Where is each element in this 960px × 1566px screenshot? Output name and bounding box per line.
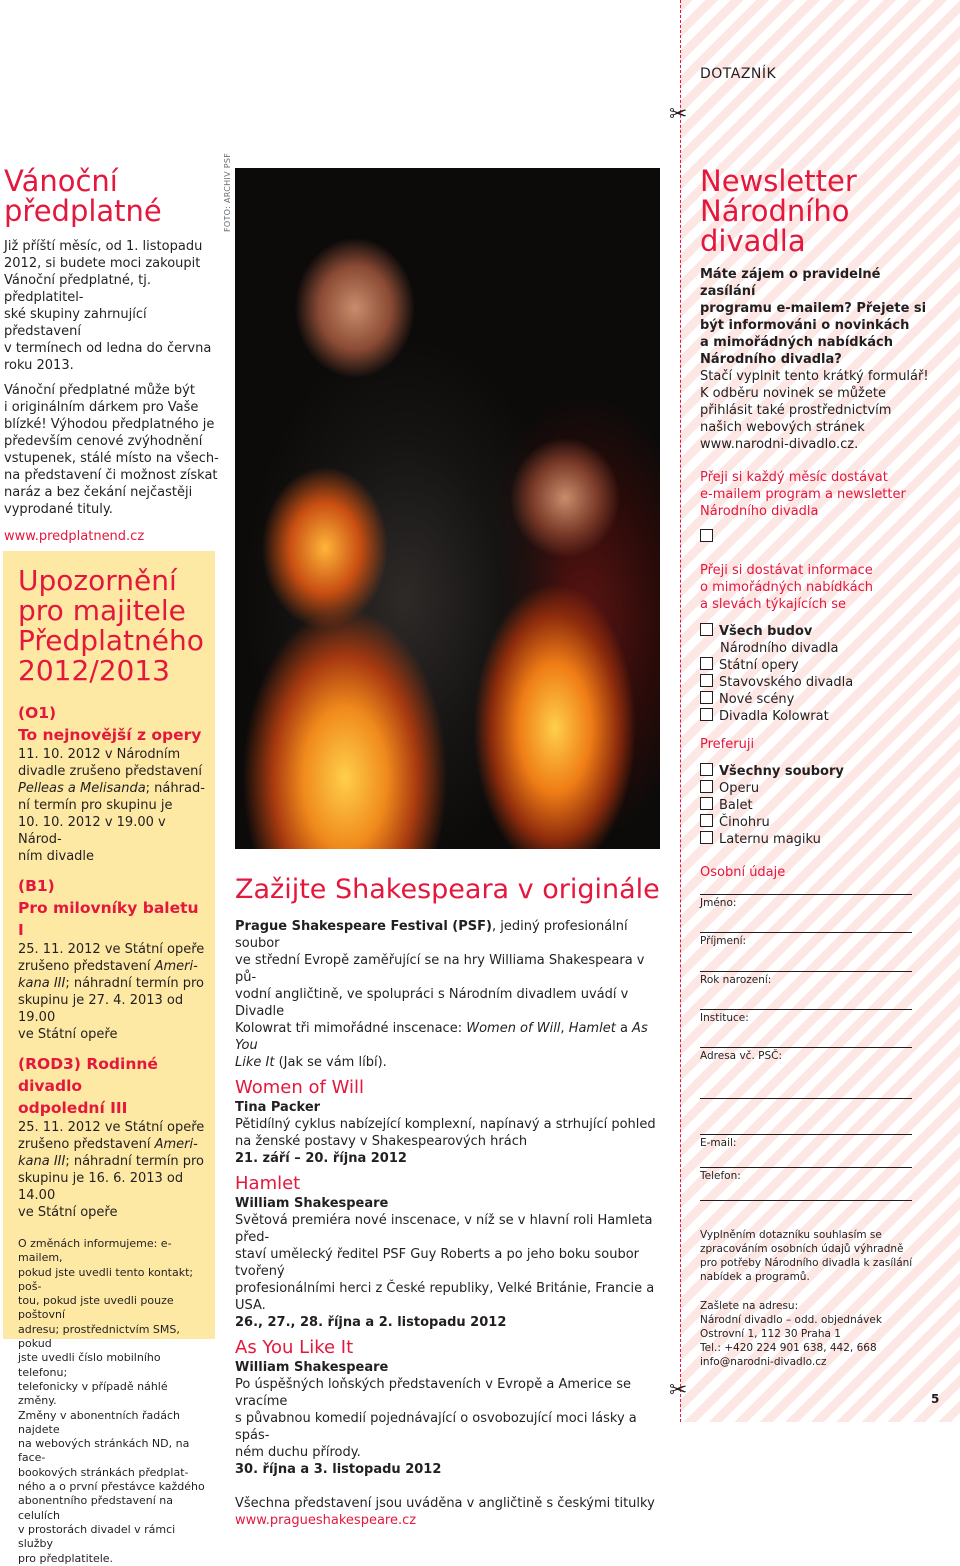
notice-title: Upozornění pro majitele Předplatného 2012/2013 bbox=[18, 564, 204, 687]
mailing-address: Zašlete na adresu: Národní divadlo – odd. objednávek Ostrovní 1, 112 30 Praha 1 Tel.: +420 224 901 638, 442, 668 info@narodni-divadlo.cz bbox=[700, 1300, 882, 1368]
venue-new-stage[interactable]: Nové scény bbox=[700, 691, 794, 708]
hamlet-title: Hamlet bbox=[235, 1173, 301, 1194]
checkbox[interactable] bbox=[700, 831, 713, 844]
as-you-like-it-text: William Shakespeare Po úspěšných loňských představeních v Evropě a Americe se vracíme s půvabnou komedií pojednávající o osvobozující moci lásky a spás- ném duchu přírody. 30. října a 3. listopadu 2012 bbox=[235, 1360, 637, 1477]
checkbox[interactable] bbox=[700, 708, 713, 721]
page-number: 5 bbox=[931, 1392, 940, 1406]
contact-email[interactable]: info@narodni-divadlo.cz bbox=[700, 1356, 827, 1368]
notice-o1-code: (O1) bbox=[18, 704, 57, 722]
venue-all-buildings-sub: Národního divadla bbox=[720, 641, 839, 656]
scissors-icon: ✂ bbox=[669, 1378, 688, 1403]
shakespeare-link[interactable]: www.pragueshakespeare.cz bbox=[235, 1513, 417, 1528]
field-phone-label: Telefon: bbox=[700, 1170, 741, 1182]
field-address-line[interactable] bbox=[700, 1098, 912, 1099]
field-last-name[interactable] bbox=[700, 971, 912, 972]
prefer-all[interactable]: Všechny soubory bbox=[700, 763, 844, 780]
prefer-opera[interactable]: Operu bbox=[700, 780, 759, 797]
field-institution[interactable] bbox=[700, 1047, 912, 1048]
notice-rod3-text: 25. 11. 2012 ve Státní opeře zrušeno představení Ameri- kana III; náhradní termín pro skupinu je 16. 6. 2013 od 14.00 ve Státní opeře bbox=[18, 1120, 205, 1220]
notice-o1-name: To nejnovější z opery bbox=[18, 726, 202, 744]
field-email-label: E-mail: bbox=[700, 1137, 737, 1149]
shakespeare-article bbox=[235, 874, 665, 1529]
notice-rod3-name: (ROD3) Rodinné divadlo odpolední III bbox=[18, 1055, 158, 1117]
venue-kolowrat[interactable]: Divadla Kolowrat bbox=[700, 708, 829, 725]
women-of-will-text: Tina Packer Pětidílný cyklus nabízející komplexní, napínavý a strhující pohled na ženské postavy v Shakespearových hrách 21. září – 20. října 2012 bbox=[235, 1100, 656, 1166]
christmas-para-2: Vánoční předplatné může být i originálním dárkem pro Vaše blízké! Výhodou předplatného je především cenové zvýhodnění vstupenek, stálé místo na všech- na představení či možnost získat naráz a bez čekání nejčastěji vyprodané tituly. bbox=[4, 383, 219, 517]
women-of-will-title: Women of Will bbox=[235, 1077, 364, 1098]
consent-text: Vyplněním dotazníku souhlasím se zpracováním osobních údajů výhradně pro potřeby Národního divadla k zasílání nabídek a programů. bbox=[700, 1229, 913, 1283]
venue-estates-theatre[interactable]: Stavovského divadla bbox=[700, 674, 853, 691]
as-you-like-it-title: As You Like It bbox=[235, 1337, 354, 1358]
notice-b1-code: (B1) bbox=[18, 877, 55, 895]
newsletter-title: Newsletter Národního divadla bbox=[700, 164, 857, 258]
field-address-label: Adresa vč. PSČ: bbox=[700, 1050, 782, 1062]
newsletter-form-intro bbox=[700, 166, 940, 453]
newsletter-question: Máte zájem o pravidelné zasílání programu e-mailem? Přejete si být informováni o novinkách a mimořádných nabídkách Národního divadla? bbox=[700, 267, 927, 367]
christmas-para-1: Již příští měsíc, od 1. listopadu 2012, si budete moci zakoupit Vánoční předplatné, tj. předplatitel- ské skupiny zahrnující představení v termínech od ledna do června roku 2013. bbox=[4, 239, 212, 373]
checkbox[interactable] bbox=[700, 763, 713, 776]
field-birth-year[interactable] bbox=[700, 1009, 912, 1010]
notice-b1-name: Pro milovníky baletu I bbox=[18, 899, 199, 939]
checkbox[interactable] bbox=[700, 691, 713, 704]
checkbox[interactable] bbox=[700, 674, 713, 687]
field-last-name-label: Příjmení: bbox=[700, 935, 747, 947]
notice-b1-text: 25. 11. 2012 ve Státní opeře zrušeno představení Ameri- kana III; náhradní termín pro skupinu je 27. 4. 2013 od 19.00 ve Státní opeře bbox=[18, 942, 205, 1042]
photo-credit: FOTO: ARCHIV PSF bbox=[223, 152, 232, 232]
venue-all-buildings[interactable]: Všech budov bbox=[700, 623, 812, 640]
wish-offers-label: Přeji si dostávat informace o mimořádných nabídkách a slevách týkajících se bbox=[700, 563, 873, 612]
field-first-name[interactable] bbox=[700, 932, 912, 933]
checkbox[interactable] bbox=[700, 814, 713, 827]
field-birth-year-label: Rok narození: bbox=[700, 974, 772, 986]
notice-info: O změnách informujeme: e-mailem, pokud jste uvedli tento kontakt; poš- tou, pokud jste uvedli pouze poštovní adresu; prostřednictvím SMS, pokud jste uvedli číslo mobilního telefonu; telefonicky v případě náhlé změny. Změny v abonentních řadách najdete na webových stránkách ND, na face- bookových stránkách předplat- ného a o první přestávce každého abonentního představení na celulích v prostorách divadel v rámci služby pro předplatitele. bbox=[18, 1237, 205, 1565]
wish-monthly-label: Přeji si každý měsíc dostávat e-mailem program a newsletter Národního divadla bbox=[700, 470, 906, 519]
cut-line bbox=[680, 0, 681, 1422]
christmas-link[interactable]: www.predplatnend.cz bbox=[4, 529, 145, 544]
checkbox[interactable] bbox=[700, 657, 713, 670]
personal-label: Osobní údaje bbox=[700, 865, 786, 880]
notice-content bbox=[18, 566, 208, 1566]
prefer-laterna[interactable]: Laternu magiku bbox=[700, 831, 821, 848]
prefer-ballet[interactable]: Balet bbox=[700, 797, 753, 814]
wish-monthly-checkbox[interactable] bbox=[700, 529, 719, 546]
checkbox[interactable] bbox=[700, 529, 713, 542]
field-institution-label: Instituce: bbox=[700, 1012, 749, 1024]
article-title: Zažijte Shakespeara v originále bbox=[235, 874, 660, 905]
christmas-title: Vánoční předplatné bbox=[4, 164, 162, 228]
article-footer: Všechna představení jsou uváděna v angličtině s českými titulky www.pragueshakespeare.cz bbox=[235, 1496, 655, 1528]
article-intro: Prague Shakespeare Festival (PSF), jediný profesionální soubor ve střední Evropě zaměřující se na hry Williama Shakespeara v pů- vodní angličtině, ve spolupráci s Národním divadlem uvádí v Divadle Kolowrat tři mimořádné inscenace: Women of Will, Hamlet a As You Like It (Jak se vám líbí). bbox=[235, 919, 648, 1070]
shakespeare-photo bbox=[235, 168, 660, 849]
prefer-drama[interactable]: Činohru bbox=[700, 814, 770, 831]
venue-state-opera[interactable]: Státní opery bbox=[700, 657, 799, 674]
christmas-subscription bbox=[4, 166, 219, 545]
field-first-name-label: Jméno: bbox=[700, 897, 737, 909]
checkbox[interactable] bbox=[700, 797, 713, 810]
hamlet-text: William Shakespeare Světová premiéra nové inscenace, v níž se v hlavní roli Hamleta před- staví umělecký ředitel PSF Guy Roberts a po jeho boku soubor tvořený profesionálními herci z České republiky, Velké Británie, Francie a USA. 26., 27., 28. října a 2. listopadu 2012 bbox=[235, 1196, 655, 1330]
newsletter-instructions: Stačí vyplnit tento krátký formulář! K odběru novinek se můžete přihlásit také prostřednictvím našich webových stránek www.narodni-divadlo.cz. bbox=[700, 369, 929, 452]
field-email[interactable] bbox=[700, 1167, 912, 1168]
checkbox[interactable] bbox=[700, 780, 713, 793]
checkbox[interactable] bbox=[700, 623, 713, 636]
field-address-line[interactable] bbox=[700, 1134, 912, 1135]
scissors-icon: ✂ bbox=[669, 102, 688, 127]
section-label: DOTAZNÍK bbox=[700, 66, 777, 82]
form-line bbox=[700, 894, 912, 895]
prefer-label: Preferuji bbox=[700, 737, 755, 752]
notice-o1-text: 11. 10. 2012 v Národním divadle zrušeno představení Pelleas a Melisanda; náhrad- ní termín pro skupinu je 10. 10. 2012 v 19.00 v Národ- ním divadle bbox=[18, 747, 205, 864]
field-phone[interactable] bbox=[700, 1200, 912, 1201]
